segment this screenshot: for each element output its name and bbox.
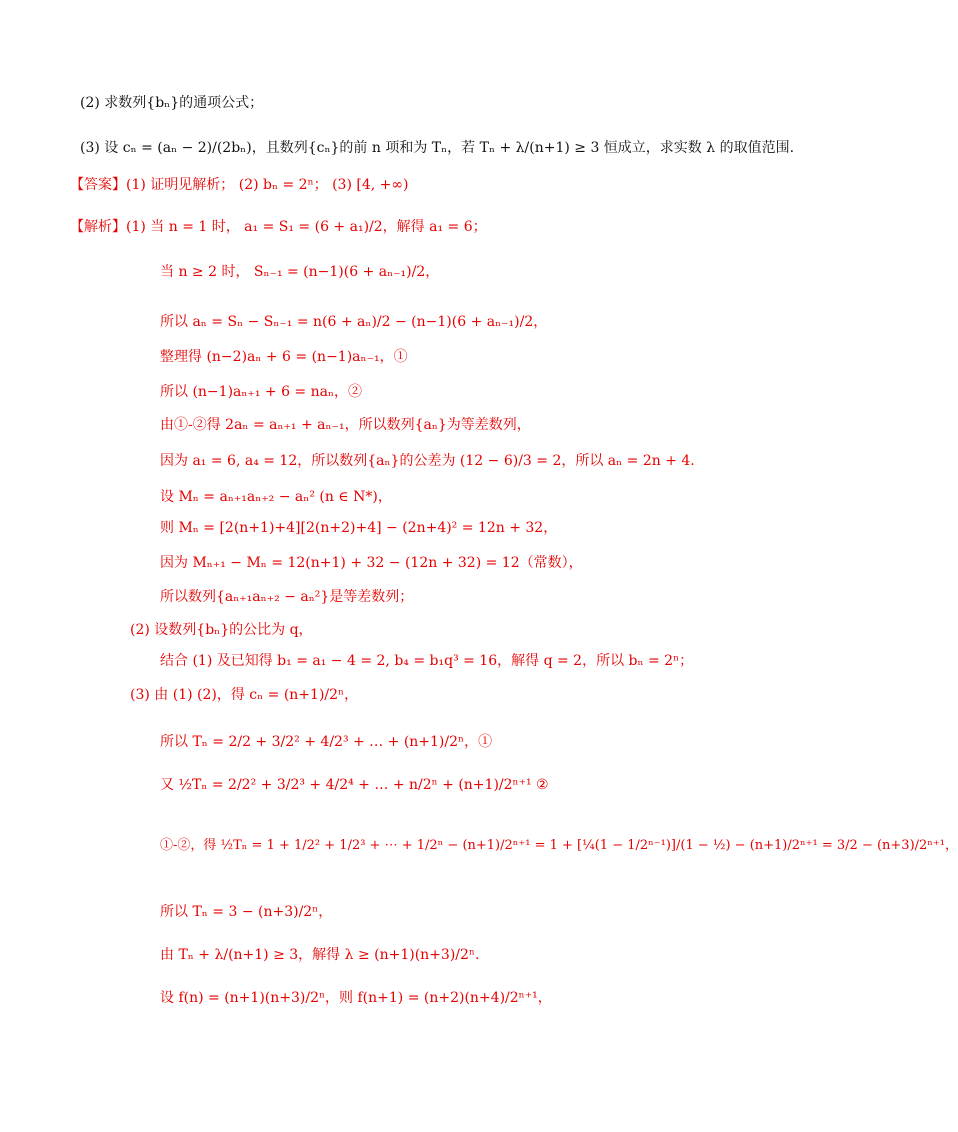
answer-line: 【答案】(1) 证明见解析； (2) bₙ = 2ⁿ； (3) [4, +∞): [70, 177, 409, 193]
solution-line: ①-②，得 ½Tₙ = 1 + 1/2² + 1/2³ + ⋯ + 1/2ⁿ − (n+1)/2ⁿ⁺¹ = 1 + [¼(1 − 1/2ⁿ⁻¹)]/(1 − ½) − (n+1)/2ⁿ⁺¹ = 3/2 − (n+3)/2ⁿ⁺¹，: [160, 838, 958, 853]
solution-line: 所以数列{aₙ₊₁aₙ₊₂ − aₙ²}是等差数列；: [160, 589, 414, 605]
solution-line: 【解析】(1) 当 n = 1 时， a₁ = S₁ = (6 + a₁)/2，解得 a₁ = 6；: [70, 219, 487, 235]
solution-line: 所以 Tₙ = 3 − (n+3)/2ⁿ，: [160, 904, 333, 920]
solution-line: 由 Tₙ + λ/(n+1) ≥ 3，解得 λ ≥ (n+1)(n+3)/2ⁿ.: [160, 947, 480, 963]
solution-line: 设 Mₙ = aₙ₊₁aₙ₊₂ − aₙ² (n ∈ N*)，: [160, 489, 392, 505]
solution-line: 由①-②得 2aₙ = aₙ₊₁ + aₙ₋₁，所以数列{aₙ}为等差数列，: [160, 417, 531, 433]
solution-line: 所以 Tₙ = 2/2 + 3/2² + 4/2³ + … + (n+1)/2ⁿ，①: [160, 734, 493, 750]
solution-part-2: (2) 设数列{bₙ}的公比为 q，: [130, 622, 313, 638]
solution-line: 整理得 (n−2)aₙ + 6 = (n−1)aₙ₋₁，①: [160, 349, 408, 365]
solution-line: 因为 a₁ = 6, a₄ = 12，所以数列{aₙ}的公差为 (12 − 6)/3 = 2，所以 aₙ = 2n + 4.: [160, 453, 695, 469]
solution-line: 设 f(n) = (n+1)(n+3)/2ⁿ，则 f(n+1) = (n+2)(n+4)/2ⁿ⁺¹，: [160, 990, 552, 1006]
question-part-3: (3) 设 cₙ = (aₙ − 2)/(2bₙ)，且数列{cₙ}的前 n 项和为 Tₙ，若 Tₙ + λ/(n+1) ≥ 3 恒成立，求实数 λ 的取值范围.: [80, 140, 795, 156]
solution-line: 又 ½Tₙ = 2/2² + 3/2³ + 4/2⁴ + … + n/2ⁿ + (n+1)/2ⁿ⁺¹ ②: [160, 777, 549, 793]
solution-line: 所以 aₙ = Sₙ − Sₙ₋₁ = n(6 + aₙ)/2 − (n−1)(6 + aₙ₋₁)/2，: [160, 314, 548, 330]
solution-line: 当 n ≥ 2 时， Sₙ₋₁ = (n−1)(6 + aₙ₋₁)/2，: [160, 264, 440, 280]
solution-line: 因为 Mₙ₊₁ − Mₙ = 12(n+1) + 32 − (12n + 32) = 12（常数），: [160, 555, 583, 571]
solution-line: 则 Mₙ = [2(n+1)+4][2(n+2)+4] − (2n+4)² = 12n + 32，: [160, 520, 558, 536]
solution-part-3: (3) 由 (1) (2)，得 cₙ = (n+1)/2ⁿ，: [130, 687, 359, 703]
question-part-2: (2) 求数列{bₙ}的通项公式；: [80, 95, 264, 111]
solution-line: 结合 (1) 及已知得 b₁ = a₁ − 4 = 2, b₄ = b₁q³ = 16，解得 q = 2，所以 bₙ = 2ⁿ；: [160, 653, 694, 669]
solution-line: 所以 (n−1)aₙ₊₁ + 6 = naₙ，②: [160, 384, 363, 400]
